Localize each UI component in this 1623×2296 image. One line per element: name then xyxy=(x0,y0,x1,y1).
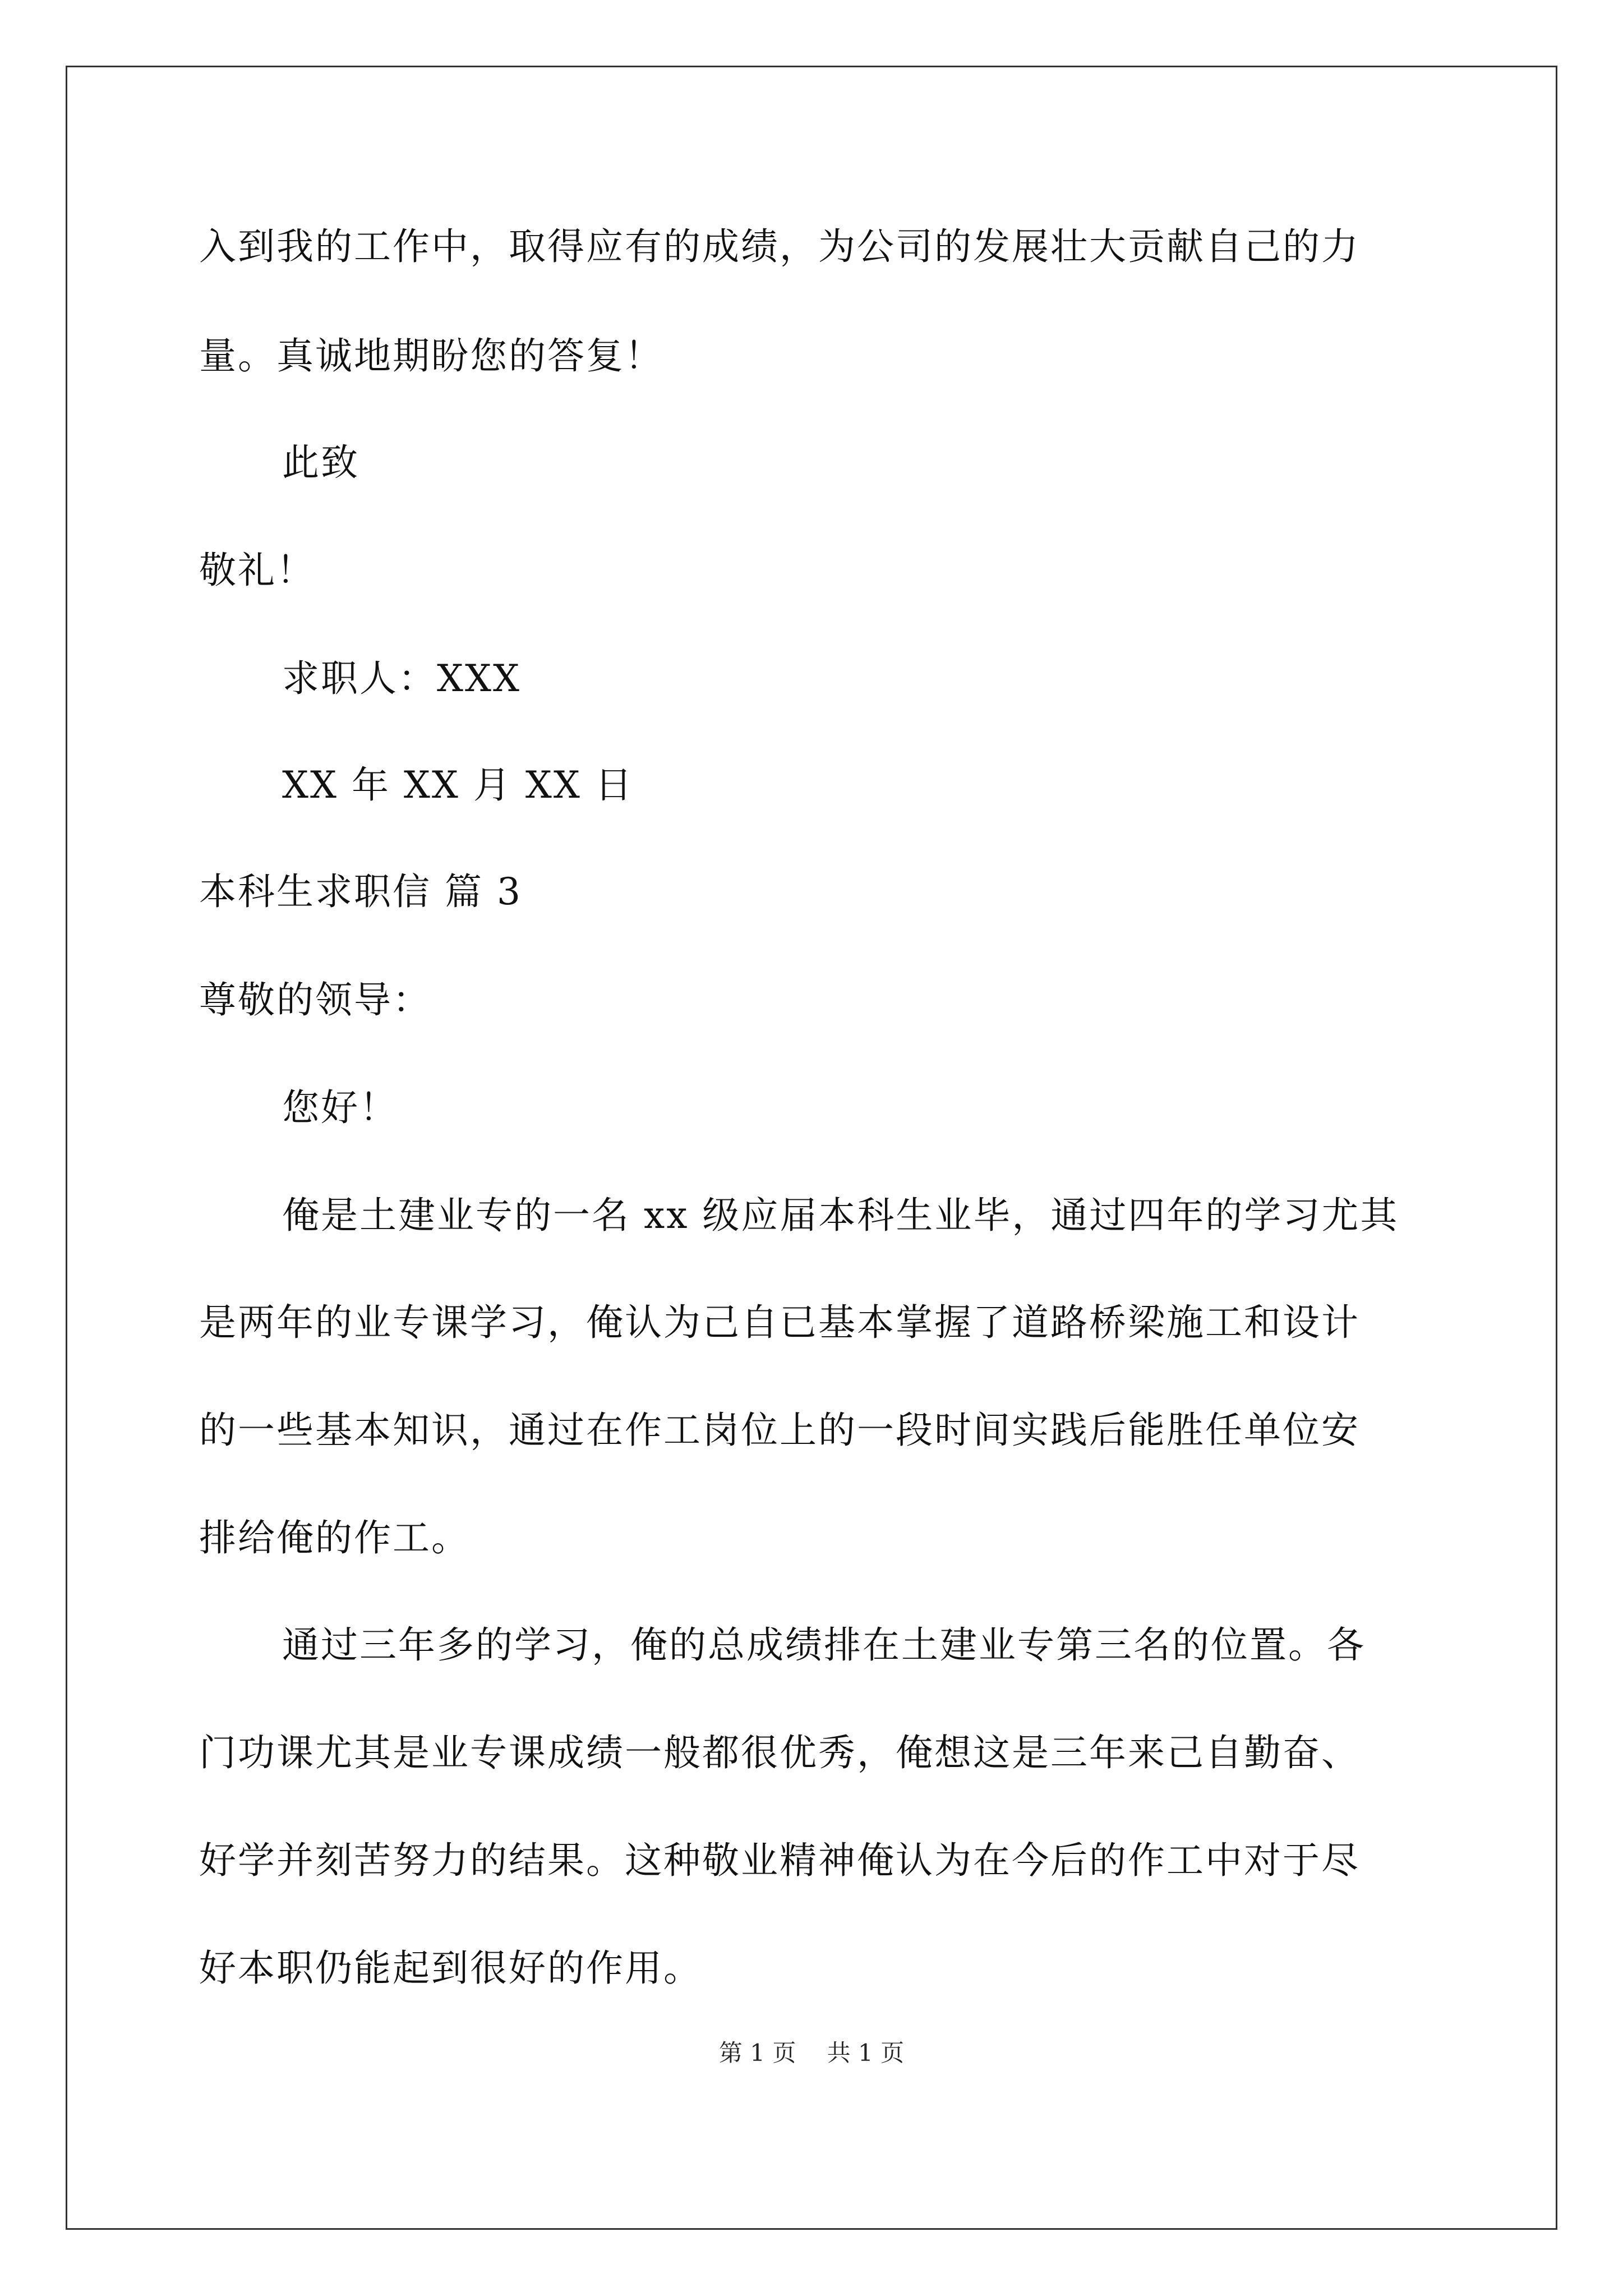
paragraph-line: 的一些基本知识，通过在作工岗位上的一段时间实践后能胜任单位安 xyxy=(199,1409,1360,1452)
closing-salutation: 此致 xyxy=(282,441,359,484)
paragraph-line: 俺是土建业专的一名 xx 级应届本科生业毕，通过四年的学习尤其 xyxy=(282,1194,1399,1237)
paragraph-line: 好本职仍能起到很好的作用。 xyxy=(199,1947,702,1990)
closing-regards: 敬礼！ xyxy=(199,549,315,592)
applicant-signature: 求职人：XXX xyxy=(282,657,521,700)
paragraph-line: 好学并刻苦努力的结果。这种敬业精神俺认为在今后的作工中对于尽 xyxy=(199,1839,1360,1882)
paragraph-line: 排给俺的作工。 xyxy=(199,1516,470,1559)
paragraph-line: 门功课尤其是业专课成绩一般都很优秀，俺想这是三年来己自勤奋、 xyxy=(199,1731,1360,1774)
page-footer: 第 1 页 共 1 页 xyxy=(718,2039,905,2067)
paragraph-line: 入到我的工作中，取得应有的成绩，为公司的发展壮大贡献自己的力 xyxy=(199,225,1360,268)
letter-date: XX 年 XX 月 XX 日 xyxy=(282,763,634,807)
page-border xyxy=(66,66,1557,2230)
paragraph-line: 通过三年多的学习，俺的总成绩排在土建业专第三名的位置。各 xyxy=(282,1623,1366,1667)
section-heading: 本科生求职信 篇 3 xyxy=(199,870,522,913)
paragraph-line: 是两年的业专课学习，俺认为己自已基本掌握了道路桥梁施工和设计 xyxy=(199,1301,1360,1344)
greeting-hello: 您好！ xyxy=(282,1086,398,1129)
greeting: 尊敬的领导： xyxy=(199,978,431,1022)
paragraph-line: 量。真诚地期盼您的答复！ xyxy=(199,334,663,378)
